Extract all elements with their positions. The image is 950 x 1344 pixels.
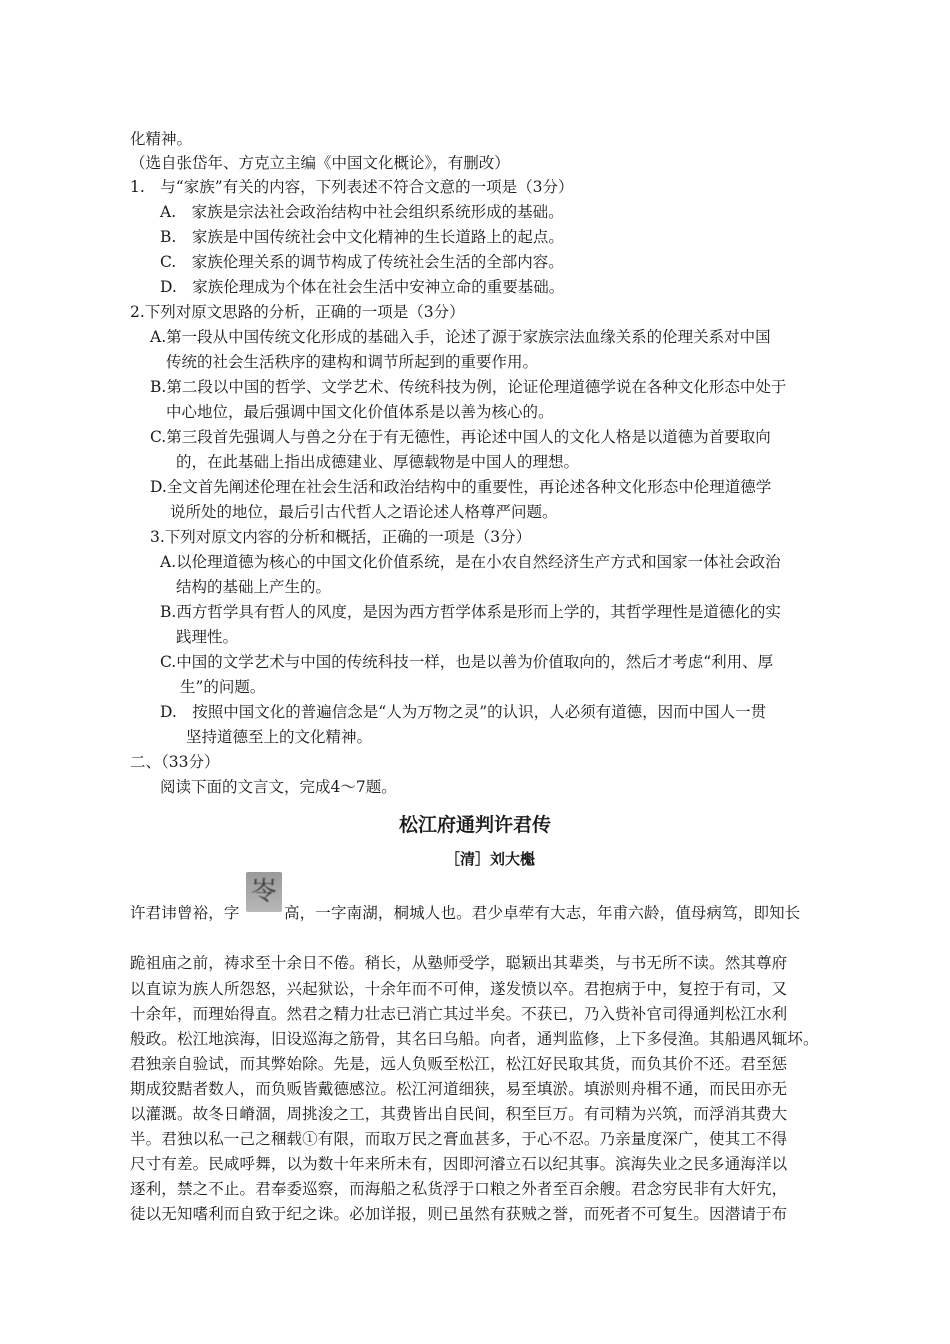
q3-option-d: D. 按照中国文化的普遍信念是“人为万物之灵”的认识，人必须有道德，因而中国人一贯 [160, 703, 767, 721]
source-note: （选自张岱年、方克立主编《中国文化概论》，有删改） [130, 154, 510, 172]
article-author: ［清］刘大櫆 [444, 850, 535, 868]
article-line: 十余年，而理始得直。然君之精力壮志已消亡其过半矣。不获已，乃入赀补官司得通判松江水利 [130, 1005, 788, 1023]
article-line: 般政。松江地滨海，旧设巡海之筋骨，其名曰乌船。向者，通判监修，上下多侵渔。其船遇风辄坏。 [130, 1030, 819, 1048]
q2-option-c-cont: 的，在此基础上指出成德建业、厚德载物是中国人的理想。 [176, 453, 580, 471]
rare-character: 岺 [250, 877, 277, 907]
q3-option-b: B.西方哲学具有哲人的风度，是因为西方哲学体系是形而上学的，其哲学理性是道德化的实 [160, 603, 781, 621]
q2-option-a-cont: 传统的社会生活秩序的建构和调节所起到的重要作用。 [166, 353, 539, 371]
article-line: 君独亲自验试，而其弊始除。先是，远人负贩至松江，松江好民取其货，而负其价不还。君至惩 [130, 1055, 788, 1073]
article-line: 期成狡黠者数人，而负贩皆戴德感泣。松江河道细狭，易至填淤。填淤则舟楫不通，而民田亦无 [130, 1080, 788, 1098]
q3-option-a: A.以伦理道德为核心的中国文化价值系统，是在小农自然经济生产方式和国家一体社会政治 [160, 553, 781, 571]
q3-option-c-cont: 生”的问题。 [180, 678, 266, 696]
q3-option-d-cont: 坚持道德至上的文化精神。 [186, 728, 373, 746]
article-line: 尺寸有差。民咸呼舞，以为数十年来所未有，因即河濬立石以纪其事。滨海失业之民多通海洋以 [130, 1155, 788, 1173]
article-line: 以灌溉。故冬日嵴涸，周挑浚之工，其费皆出自民间，积至巨万。有司精为兴筑，而浮消其费大 [130, 1105, 788, 1123]
q2-option-d: D.全文首先阐述伦理在社会生活和政治结构中的重要性，再论述各种文化形态中伦理道德学 [150, 478, 772, 496]
rare-character-image [246, 872, 282, 912]
q1-stem: 1. 与“家族”有关的内容，下列表述不符合文意的一项是（3分） [130, 178, 574, 196]
q2-option-c: C.第三段首先强调人与兽之分在于有无德性，再论述中国人的文化人格是以道德为首要取向 [150, 428, 771, 446]
article-line: 逐利，禁之不止。君奉委巡察，而海船之私货浮于口粮之外者至百余艘。君念穷民非有大奸宄， [130, 1180, 788, 1198]
q2-stem: 2.下列对原文思路的分析，正确的一项是（3分） [130, 303, 465, 321]
q1-option-c: C. 家族伦理关系的调节构成了传统社会生活的全部内容。 [160, 253, 564, 271]
article-title: 松江府通判许君传 [398, 814, 551, 836]
q3-option-c: C.中国的文学艺术与中国的传统科技一样，也是以善为价值取向的，然后才考虑“利用、厚 [160, 653, 774, 671]
article-line-1-pre: 许君讳曾裕，字 [130, 904, 240, 922]
q1-option-a: A. 家族是宗法社会政治结构中社会组织系统形成的基础。 [160, 203, 564, 221]
article-line: 跪祖庙之前，祷求至十余日不倦。稍长，从塾师受学，聪颖出其辈类，与书无所不读。然其尊府 [130, 954, 788, 972]
article-line: 半。君独以私一己之稛载①有限，而取万民之膏血甚多，于心不忍。乃亲量度深广，使其工不得 [130, 1130, 788, 1148]
q3-stem: 3.下列对原文内容的分析和概括，正确的一项是（3分） [150, 528, 532, 546]
article-line: 以直谅为族人所怨怒，兴起狱讼，十余年而不可伸，遂发愤以卒。君抱病于中，复控于有司，又 [130, 980, 788, 998]
q1-option-b: B. 家族是中国传统社会中文化精神的生长道路上的起点。 [160, 228, 564, 246]
q3-option-b-cont: 践理性。 [176, 628, 239, 646]
passage-tail: 化精神。 [130, 130, 193, 148]
section-instruction: 阅读下面的文言文，完成4～7题。 [160, 778, 397, 796]
q2-option-d-cont: 说所处的地位，最后引古代哲人之语论述人格尊严问题。 [170, 503, 558, 521]
section-heading: 二、（33分） [130, 753, 220, 771]
q2-option-a: A.第一段从中国传统文化形成的基础入手，论述了源于家族宗法血缘关系的伦理关系对中国 [150, 328, 771, 346]
article-line-1-post: 高，一字南湖，桐城人也。君少卓荦有大志，年甫六龄，值母病笃，即知长 [284, 904, 801, 922]
article-line: 徒以无知嗜利而自致于纪之诛。必加详报，则已虽然有获贼之誉，而死者不可复生。因潜请于布 [130, 1205, 788, 1223]
q2-option-b-cont: 中心地位，最后强调中国文化价值体系是以善为核心的。 [166, 403, 554, 421]
q2-option-b: B.第二段以中国的哲学、文学艺术、传统科技为例，论证伦理道德学说在各种文化形态中处于 [150, 378, 787, 396]
q3-option-a-cont: 结构的基础上产生的。 [176, 578, 332, 596]
q1-option-d: D. 家族伦理成为个体在社会生活中安神立命的重要基础。 [160, 278, 565, 296]
